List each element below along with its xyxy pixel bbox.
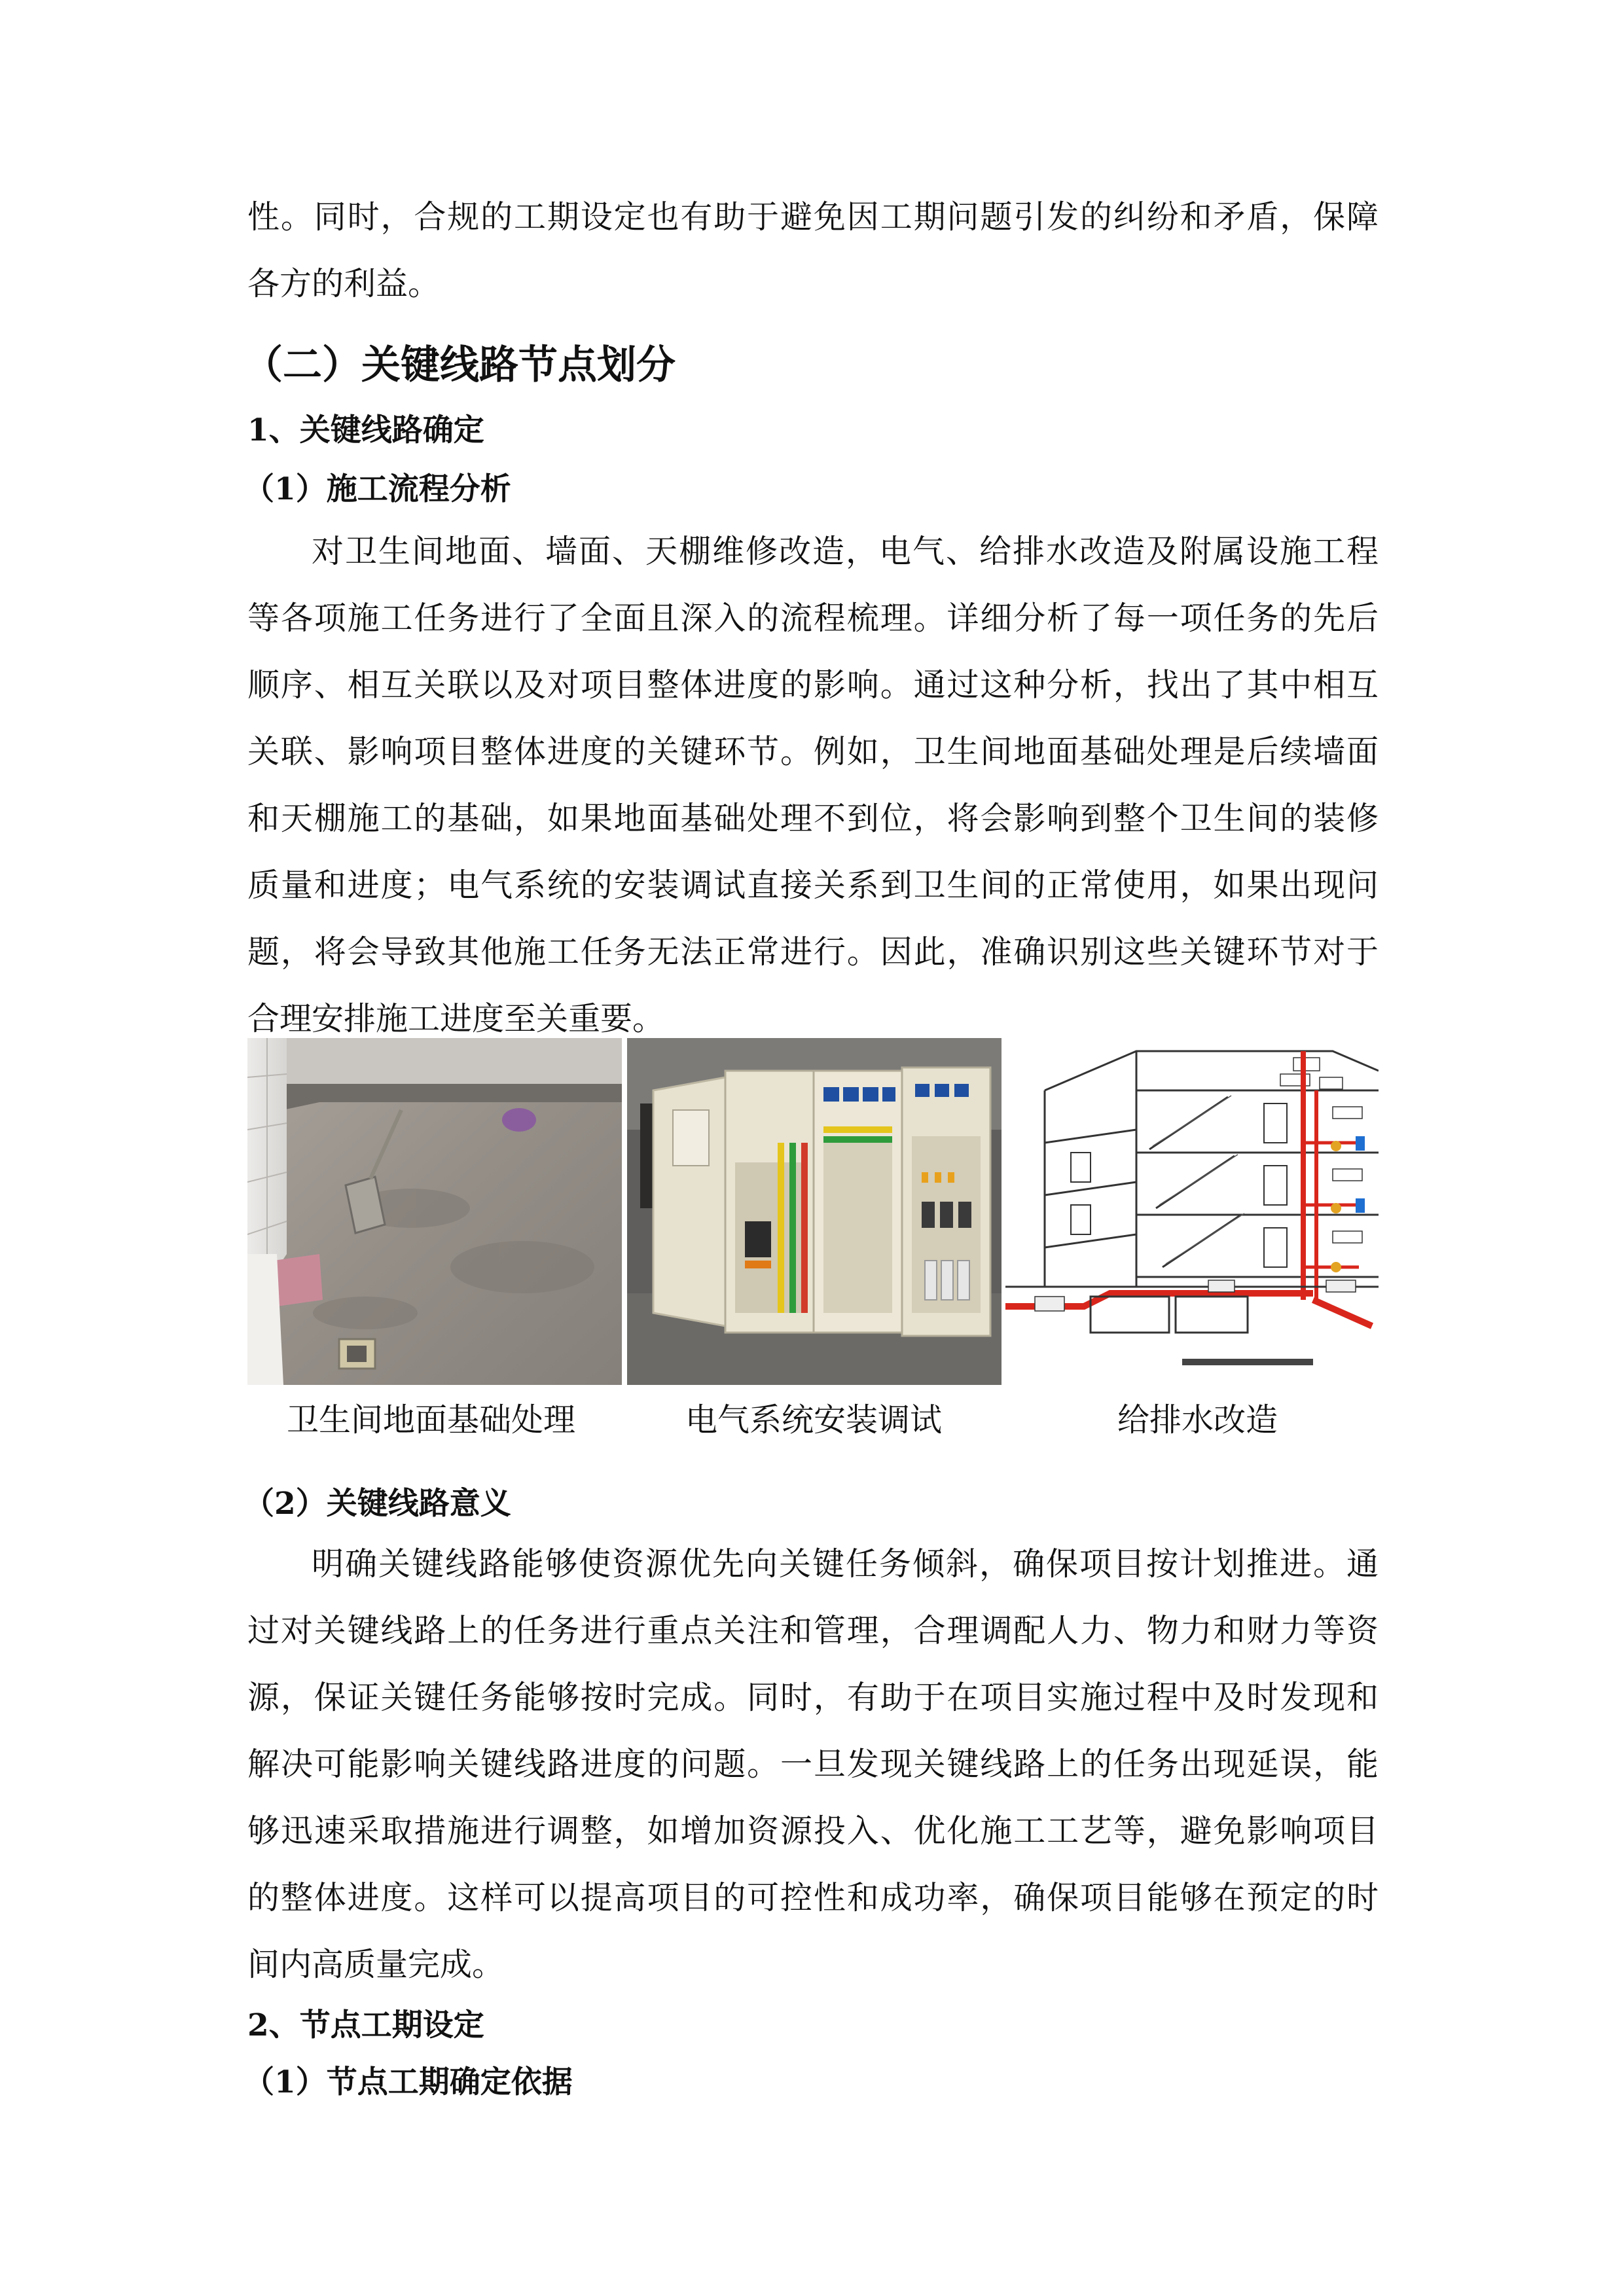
photo-bathroom-floor [247,1038,622,1385]
subsection-heading-1: 1、关键线路确定 [247,412,484,448]
text-line: 够迅速采取措施进行调整，如增加资源投入、优化施工工艺等，避免影响项目 [247,1812,1379,1850]
figure-caption-2: 电气系统安装调试 [685,1401,943,1439]
text-line: 过对关键线路上的任务进行重点关注和管理，合理调配人力、物力和财力等资 [247,1612,1379,1649]
text-line: 明确关键线路能够使资源优先向关键任务倾斜，确保项目按计划推进。通 [312,1545,1379,1583]
photo-electrical-cabinet [627,1038,1001,1385]
subsection-heading-2: 2、节点工期设定 [247,2007,484,2043]
text-line: 等各项施工任务进行了全面且深入的流程梳理。详细分析了每一项任务的先后 [247,600,1379,637]
text-line: 关联、影响项目整体进度的关键环节。例如，卫生间地面基础处理是后续墙面 [247,733,1379,770]
section-heading: （二）关键线路节点划分 [244,342,676,388]
diagram-water-supply-drainage [1005,1038,1379,1385]
figure-caption-1: 卫生间地面基础处理 [287,1401,576,1439]
intro-paragraph [247,184,1379,317]
text-line: 对卫生间地面、墙面、天棚维修改造，电气、给排水改造及附属设施工程 [312,533,1379,570]
text-line: 源，保证关键任务能够按时完成。同时，有助于在项目实施过程中及时发现和 [247,1679,1379,1716]
paragraph-construction-flow [247,518,1379,1052]
text-line: 合理安排施工进度至关重要。 [247,1000,665,1037]
text-line: 和天棚施工的基础，如果地面基础处理不到位，将会影响到整个卫生间的装修 [247,800,1379,837]
figure-caption-3: 给排水改造 [1117,1401,1278,1439]
subsubsection-heading-2-1: （1）节点工期确定依据 [244,2064,573,2100]
text-line: 题，将会导致其他施工任务无法正常进行。因此，准确识别这些关键环节对于 [247,933,1379,971]
text-line: 质量和进度；电气系统的安装调试直接关系到卫生间的正常使用，如果出现问 [247,867,1379,904]
text-line: 顺序、相互关联以及对项目整体进度的影响。通过这种分析，找出了其中相互 [247,666,1379,704]
text-line: 解决可能影响关键线路进度的问题。一旦发现关键线路上的任务出现延误，能 [247,1746,1379,1783]
subsubsection-heading-1-2: （2）关键线路意义 [244,1486,511,1522]
text-line: 各方的利益。 [247,265,441,302]
text-line: 的整体进度。这样可以提高项目的可控性和成功率，确保项目能够在预定的时 [247,1879,1379,1916]
text-line: 间内高质量完成。 [247,1946,505,1983]
paragraph-critical-path-significance [247,1531,1379,1998]
figure-row [247,1038,1379,1385]
text-line: 性。同时，合规的工期设定也有助于避免因工期问题引发的纠纷和矛盾，保障 [247,198,1379,236]
subsubsection-heading-1-1: （1）施工流程分析 [244,471,511,507]
